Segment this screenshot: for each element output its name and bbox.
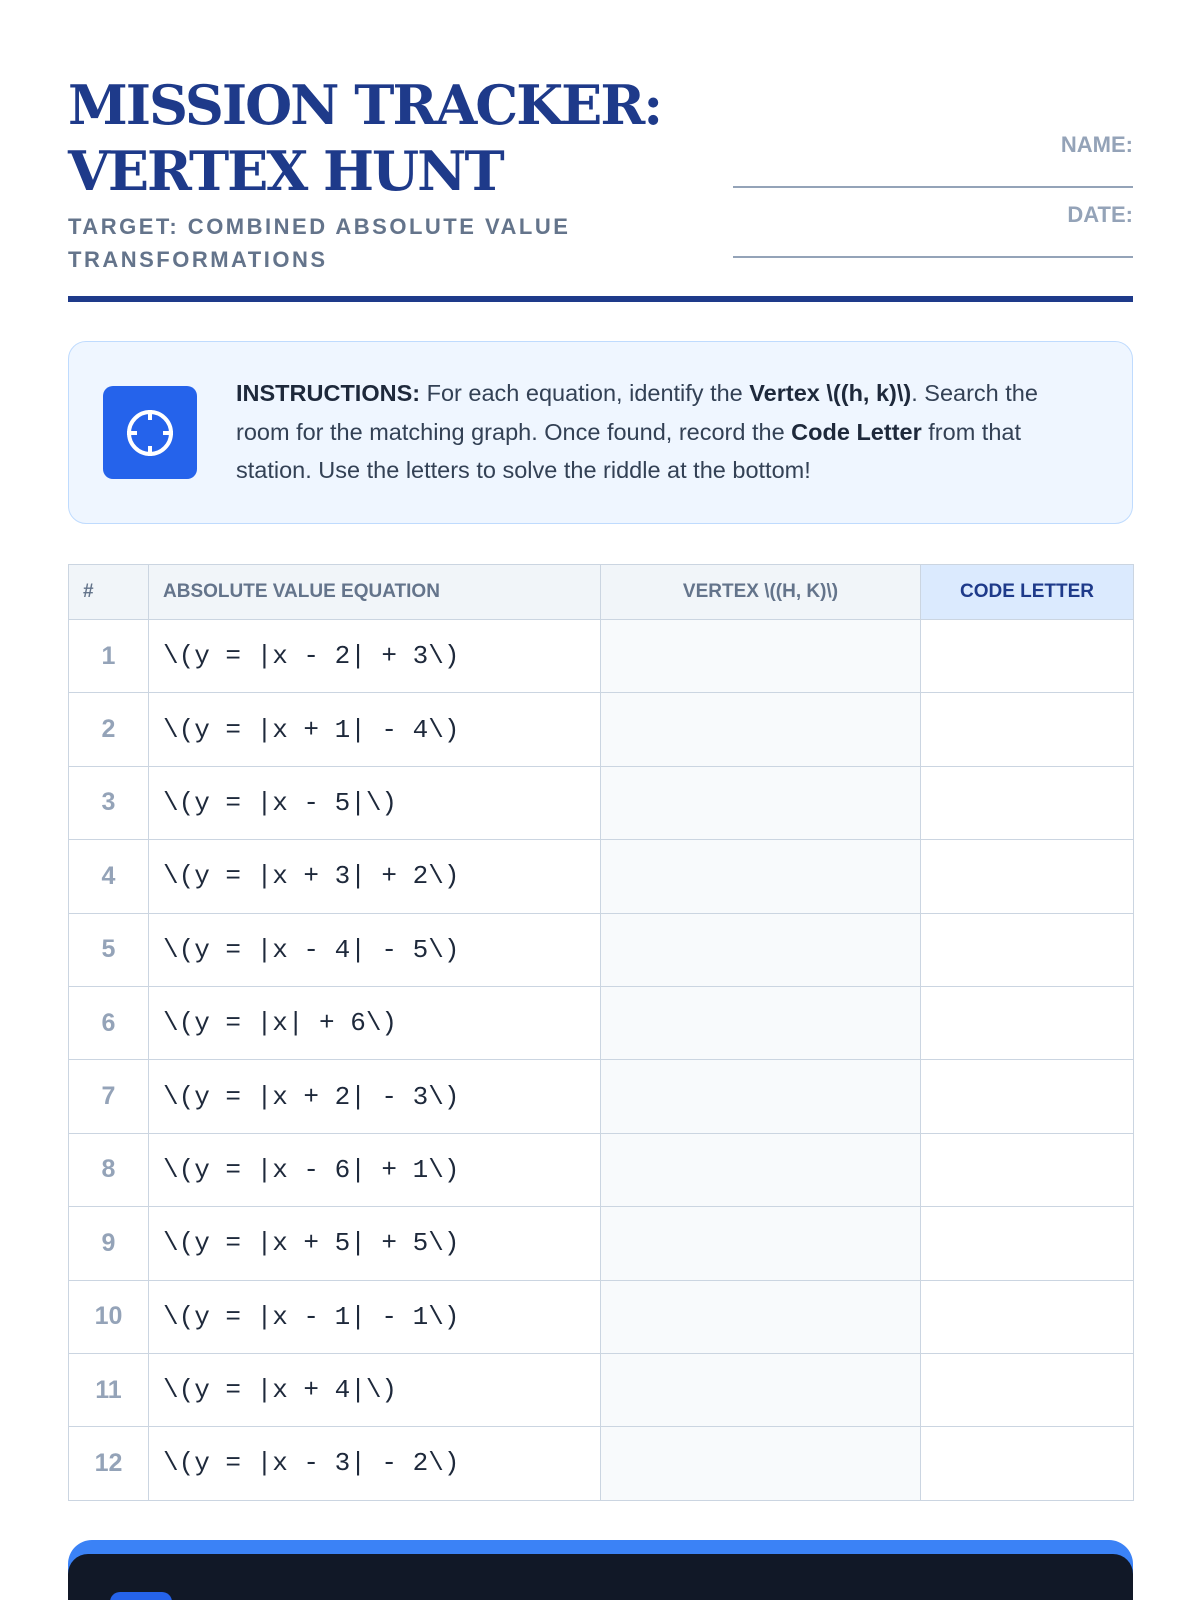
table-row [69,840,1134,913]
vertex-answer-cell[interactable] [601,766,921,839]
riddle-panel [68,1540,1133,1600]
table-row [69,1133,1134,1206]
table-row [69,1207,1134,1280]
equation: \(y = |x + 5| + 5\) [149,1207,601,1280]
code-letter-cell[interactable] [921,766,1134,839]
equation: \(y = |x - 2| + 3\) [149,620,601,693]
row-number: 4 [69,840,149,913]
code-letter-cell[interactable] [921,1353,1134,1426]
equation: \(y = |x + 2| - 3\) [149,1060,601,1133]
equation: \(y = |x - 6| + 1\) [149,1133,601,1206]
row-number: 11 [69,1353,149,1426]
equation: \(y = |x - 4| - 5\) [149,913,601,986]
code-letter-cell[interactable] [921,1060,1134,1133]
equation: \(y = |x - 1| - 1\) [149,1280,601,1353]
riddle-icon [110,1592,172,1600]
date-field[interactable] [733,230,1133,258]
vertex-answer-cell[interactable] [601,1427,921,1500]
row-number: 1 [69,620,149,693]
row-number: 8 [69,1133,149,1206]
row-number: 9 [69,1207,149,1280]
code-letter-cell[interactable] [921,986,1134,1059]
riddle-panel-body [68,1554,1133,1600]
vertex-answer-cell[interactable] [601,1133,921,1206]
vertex-answer-cell[interactable] [601,840,921,913]
table-row [69,1427,1134,1500]
crosshair-icon [103,386,197,479]
table-row [69,913,1134,986]
table-row [69,986,1134,1059]
title-line-2: VERTEX HUNT [68,139,503,203]
date-label: DATE: [1067,202,1133,227]
instructions-box [68,341,1133,524]
row-number: 6 [69,986,149,1059]
row-number: 7 [69,1060,149,1133]
equation-table [68,564,1134,1501]
row-number: 10 [69,1280,149,1353]
vertex-answer-cell[interactable] [601,1280,921,1353]
table-row [69,766,1134,839]
equation: \(y = |x + 1| - 4\) [149,693,601,766]
header-number: # [69,565,149,620]
code-letter-cell[interactable] [921,1427,1134,1500]
row-number: 5 [69,913,149,986]
table-row [69,1060,1134,1133]
code-letter-cell[interactable] [921,840,1134,913]
worksheet-header [68,72,1133,302]
table-row [69,1280,1134,1353]
equation: \(y = |x + 3| + 2\) [149,840,601,913]
row-number: 3 [69,766,149,839]
code-letter-cell[interactable] [921,1207,1134,1280]
vertex-answer-cell[interactable] [601,693,921,766]
name-field[interactable] [733,160,1133,188]
vertex-answer-cell[interactable] [601,1207,921,1280]
header-vertex: VERTEX \((H, K)\) [601,565,921,620]
instructions-text: INSTRUCTIONS: For each equation, identify the Vertex \((h, k)\). Search the room for the matching graph. Once found, record the Code Letter from that station. Use the letters to solve the riddle at the bottom! [236,380,1038,483]
vertex-answer-cell[interactable] [601,913,921,986]
row-number: 2 [69,693,149,766]
row-number: 12 [69,1427,149,1500]
title-line-1: MISSION TRACKER: [68,73,662,137]
code-letter-cell[interactable] [921,1133,1134,1206]
vertex-answer-cell[interactable] [601,1353,921,1426]
code-letter-cell[interactable] [921,620,1134,693]
equation: \(y = |x + 4|\) [149,1353,601,1426]
name-label: NAME: [1060,132,1133,157]
header-code-letter: CODE LETTER [921,565,1134,620]
code-letter-cell[interactable] [921,1280,1134,1353]
table-row [69,620,1134,693]
page-title [68,72,708,204]
vertex-answer-cell[interactable] [601,1060,921,1133]
equation: \(y = |x - 3| - 2\) [149,1427,601,1500]
code-letter-cell[interactable] [921,913,1134,986]
subtitle: TARGET: COMBINED ABSOLUTE VALUE TRANSFORMATIONS [68,214,571,272]
vertex-answer-cell[interactable] [601,620,921,693]
table-row [69,1353,1134,1426]
equation: \(y = |x| + 6\) [149,986,601,1059]
vertex-answer-cell[interactable] [601,986,921,1059]
header-equation: ABSOLUTE VALUE EQUATION [149,565,601,620]
equation: \(y = |x - 5|\) [149,766,601,839]
code-letter-cell[interactable] [921,693,1134,766]
table-row [69,693,1134,766]
student-info [733,132,1133,272]
